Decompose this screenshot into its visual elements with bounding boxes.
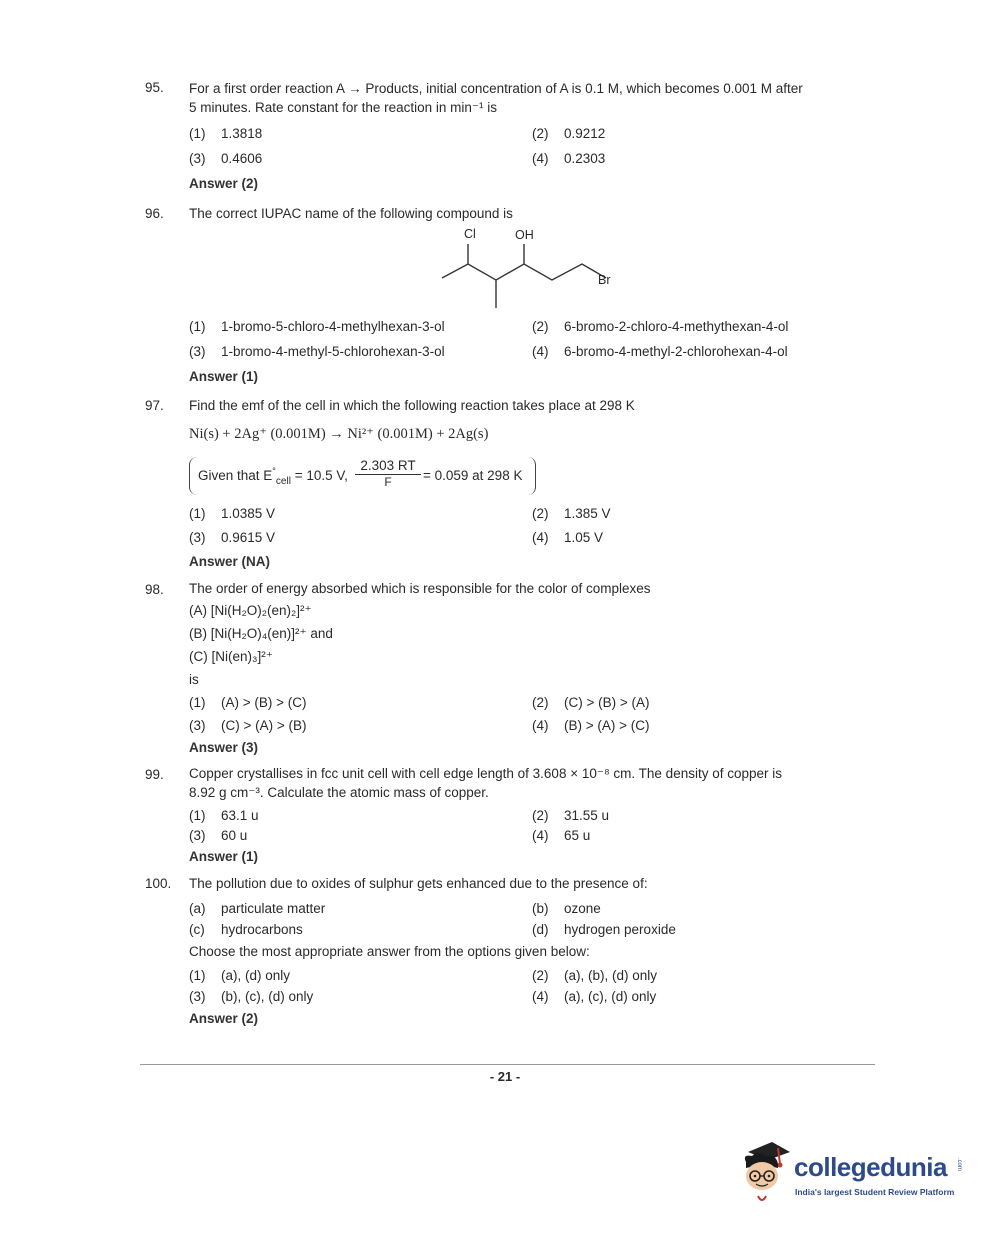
option: (3) (C) > (A) > (B) [189,718,307,733]
question-text: The pollution due to oxides of sulphur gets enhanced due to the presence of: [189,876,648,891]
option: (3) 0.9615 V [189,530,276,545]
answer: Answer (1) [189,369,259,384]
mascot-icon [738,1138,794,1208]
question-text: 8.92 g cm⁻³. Calculate the atomic mass of copper. [189,785,489,800]
question-number: 99. [145,767,164,782]
answer: Answer (NA) [189,554,271,569]
question-text: For a first order reaction A → Products, initial concentration of A is 0.1 M, which becomes 0.001 M after [189,81,803,96]
given-end: = 0.059 at 298 K [423,468,523,483]
option: (1) 63.1 u [189,808,259,823]
question-text: is [189,672,199,687]
statement-item: (a) particulate matter [189,901,326,916]
footer-divider [140,1064,875,1065]
question-text: Find the emf of the cell in which the following reaction takes place at 298 K [189,398,635,413]
fraction-numerator: 2.303 RT [360,458,416,473]
option: (3) 1-bromo-4-methyl-5-chlorohexan-3-ol [189,344,445,359]
option: (2) 1.385 V [532,506,611,521]
question-number: 95. [145,80,164,95]
option: (3) (b), (c), (d) only [189,989,314,1004]
answer: Answer (3) [189,740,259,755]
option: (1) (a), (d) only [189,968,291,983]
option: (4) (a), (c), (d) only [532,989,657,1004]
option: (1) (A) > (B) > (C) [189,695,307,710]
question-text: The correct IUPAC name of the following compound is [189,206,513,221]
answer: Answer (1) [189,849,259,864]
option: (2) (a), (b), (d) only [532,968,658,983]
instruction-text: Choose the most appropriate answer from the options given below: [189,944,590,959]
option: (4) 6-bromo-4-methyl-2-chlorohexan-4-ol [532,344,788,359]
chlorine-label: Cl [464,227,476,241]
question-number: 98. [145,582,164,597]
option: (4) 1.05 V [532,530,604,545]
reaction-equation: Ni(s) + 2Ag⁺ (0.001M) → Ni²⁺ (0.001M) + 2Ag(s) [189,426,489,442]
fraction-denominator: F [355,474,421,489]
collegedunia-logo [738,1138,968,1208]
question-text: Copper crystallises in fcc unit cell with cell edge length of 3.608 × 10⁻⁸ cm. The density of copper is [189,766,782,781]
option: (2) (C) > (B) > (A) [532,695,650,710]
brand-domain: .com [956,1158,962,1172]
option: (2) 0.9212 [532,126,606,141]
option: (1) 1.0385 V [189,506,276,521]
page-number: - 21 - [489,1069,521,1084]
fraction [355,458,421,489]
question-text: The order of energy absorbed which is responsible for the color of complexes [189,581,651,596]
option: (2) 31.55 u [532,808,610,823]
chemical-structure [438,226,628,310]
statement-item: (c) hydrocarbons [189,922,303,937]
question-text: 5 minutes. Rate constant for the reaction in min⁻¹ is [189,100,498,115]
question-number: 100. [145,876,172,891]
option: (3) 0.4606 [189,151,263,166]
brand-name: collegedunia [794,1152,947,1182]
bromine-label: Br [598,273,611,287]
option: (1) 1-bromo-5-chloro-4-methylhexan-3-ol [189,319,445,334]
answer: Answer (2) [189,1011,259,1026]
hydroxyl-label: OH [515,228,534,242]
statement-item: (b) ozone [532,901,601,916]
brand-tagline: India's largest Student Review Platform [795,1187,955,1197]
option: (1) 1.3818 [189,126,263,141]
complex-item: (C) [Ni(en)₃]²⁺ [189,649,273,664]
answer: Answer (2) [189,176,259,191]
complex-item: (A) [Ni(H₂O)₂(en)₂]²⁺ [189,603,312,618]
given-prefix: Given that $E^\circ_{cell} = 10.5$ V, [198,466,348,487]
option: (3) 60 u [189,828,248,843]
question-number: 97. [145,398,164,413]
complex-item: (B) [Ni(H₂O)₄(en)]²⁺ and [189,626,333,641]
option: (2) 6-bromo-2-chloro-4-methythexan-4-ol [532,319,789,334]
option: (4) 0.2303 [532,151,606,166]
question-number: 96. [145,206,164,221]
option: (4) 65 u [532,828,591,843]
statement-item: (d) hydrogen peroxide [532,922,676,937]
option: (4) (B) > (A) > (C) [532,718,650,733]
